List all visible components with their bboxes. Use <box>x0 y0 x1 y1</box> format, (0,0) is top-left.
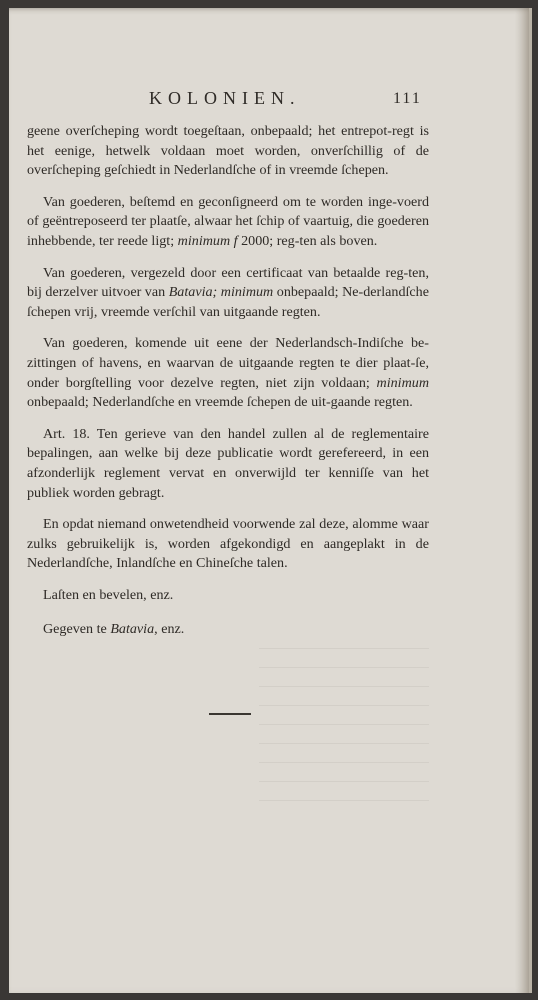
paragraph-4-text-a: Van goederen, komende uit eene der Nederlandsch-Indiſche be-zittingen of havens, en waarvan de uitgaande regten te dier plaat-ſe, onder borgſtelling voor dezelve regten, niet zijn voldaan; <box>27 335 429 391</box>
closing-line-2-text-a: Gegeven te <box>43 621 107 638</box>
page-header <box>9 88 529 110</box>
paragraph-3-minimum: minimum <box>220 284 274 301</box>
closing-line-2-text-c: , enz. <box>154 621 185 638</box>
running-title: KOLONIEN. <box>149 88 301 108</box>
book-page <box>9 8 529 993</box>
paragraph-2-text-a: Van goederen, beſtemd en geconſigneerd om te worden inge-voerd of geëntreposeerd ter plaatſe, alwaar het ſchip of vaartuig, die goederen inhebbende, ter reede ligt; <box>27 193 429 249</box>
closing-line-1: Laſten en bevelen, enz. <box>43 586 174 603</box>
closing-line-2 <box>27 620 429 640</box>
paragraph-2-text-c: 2000; reg-ten als boven. <box>241 232 378 249</box>
end-rule <box>209 713 251 715</box>
paragraph-3-text-d: onbepaald; Ne-derlandſche ſchepen vrij, vreemde verſchil van uitgaande regten. <box>27 284 429 320</box>
paragraph-1: geene overſcheping wordt toegeſtaan, onbepaald; het entrepot-regt is het eenige, hetwelk voldaan moet worden, onverſchillig of de overſcheping geſchiedt in Nederlandſche of in vreemde ſchepen. <box>27 123 429 179</box>
closing-line-2-place: Batavia <box>110 621 155 638</box>
paragraph-6: En opdat niemand onwetendheid voorwende zal deze, alomme waar zulks gebruikelijk is, worden afgekondigd en aangeplakt in de Nederlandſche, Inlandſche en Chineſche talen. <box>27 516 429 572</box>
paragraph-2 <box>27 193 429 252</box>
page-number: 111 <box>393 90 422 107</box>
page-edge <box>529 8 532 993</box>
paragraph-4-text-c: onbepaald; Nederlandſche en vreemde ſchepen de uit-gaande regten. <box>27 394 413 411</box>
paragraph-3-text-a: Van goederen, vergezeld door een certificaat van betaalde reg-ten, bij derzelver uitvoer van <box>27 264 429 301</box>
paragraph-3-place: Batavia; <box>168 284 218 301</box>
body-text <box>27 122 429 655</box>
paragraph-4-minimum: minimum <box>376 374 429 391</box>
show-through-text <box>259 648 429 808</box>
paragraph-4 <box>27 334 429 412</box>
paragraph-2-minimum: minimum f <box>177 232 238 249</box>
paragraph-5-article-18: Art. 18. Ten gerieve van den handel zullen al de reglementaire bepalingen, aan welke bij deze publicatie wordt gerefereerd, in een afzonderlijk reglement vervat en onverwijld ter kenniſſe van het publiek worden gebragt. <box>27 425 429 501</box>
paragraph-3 <box>27 264 429 323</box>
